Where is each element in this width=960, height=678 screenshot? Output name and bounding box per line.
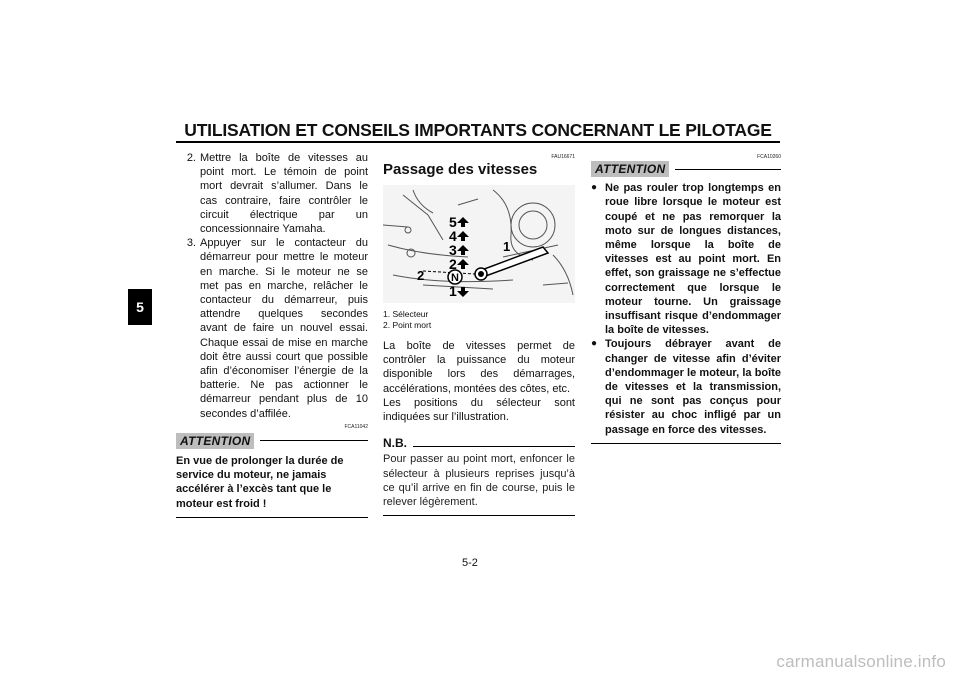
- attention-rule: [260, 440, 368, 441]
- bullet-text: Toujours débrayer avant de changer de vitesse afin d’éviter d’endommager le moteur, la boîte de vitesses et la transmission, qui ne sont pas conçus pour résister au choc infligé par un passage en force des vitesses.: [605, 338, 781, 436]
- attention-end-rule: [176, 517, 368, 518]
- header-rule: [176, 141, 780, 143]
- bullet-text: Ne pas rouler trop longtemps en roue libre lorsque le moteur est coupé et ne pas remorquer la moto sur de longues distances, même lorsque la boîte de vitesses est au point mort. En effet, son graissage ne s’effectue correctement que lorsque le moteur tourne. Un graissage insuffisant risque d’endommager la boîte de vitesses.: [605, 182, 781, 337]
- bullet-icon: ●: [591, 338, 598, 350]
- page-number: 5-2: [462, 557, 478, 569]
- nb-end-rule: [383, 515, 575, 516]
- chapter-tab: 5: [128, 289, 152, 325]
- gear-shift-illustration: [383, 185, 575, 303]
- step-item: [176, 236, 368, 421]
- gear-label-neutral: N: [451, 272, 459, 284]
- attention-heading: [176, 433, 368, 449]
- step-text: Appuyer sur le contacteur du démarreur pour mettre le moteur en marche. Si le moteur ne se met pas en marche, relâcher le contacteur du démarreur, puis attendre quelques secondes avant de faire un nouvel essai. Chaque essai de mise en marche doit être aussi court que possible afin d’économiser l’énergie de la batterie. Ne pas actionner le démarreur pendant plus de 10 secondes d’affilée.: [200, 237, 368, 420]
- section-title: Passage des vitesses: [383, 161, 538, 178]
- gear-label-5: 5: [449, 214, 457, 230]
- step-number: 3.: [186, 237, 196, 250]
- figure-captions: [383, 309, 575, 331]
- step-number: 2.: [186, 152, 196, 164]
- attention-label: ATTENTION: [176, 433, 254, 449]
- body-paragraph-text: La boîte de vitesses permet de contrôler la puissance du moteur disponible lors des démarrages, accélérations, montées des côtes, etc.: [383, 340, 575, 395]
- caption-item: 1. Sélecteur: [383, 309, 429, 319]
- shift-pedal-drawing: [383, 185, 575, 303]
- watermark: carmanualsonline.info: [776, 652, 946, 671]
- nb-label: N.B.: [383, 436, 407, 451]
- gear-label-2: 2: [449, 256, 457, 272]
- step-text: Mettre la boîte de vitesses au point mort. Le témoin de point mort devrait s’allumer. Dans le cas contraire, faire contrôler le circuit électrique par un concessionnaire Yamaha.: [200, 152, 368, 236]
- column-2: [383, 151, 575, 516]
- callout-1: 1: [503, 239, 511, 254]
- gear-label-3: 3: [449, 242, 457, 258]
- section-code: FAU16671: [551, 154, 575, 160]
- attention-end-rule-2: [591, 443, 781, 444]
- nb-text: Pour passer au point mort, enfoncer le sélecteur à plusieurs reprises jusqu’à ce qu’il arrive en fin de course, puis le relever légèrement.: [383, 453, 575, 509]
- attention-heading-2: [591, 161, 781, 177]
- nb-rule: [413, 446, 575, 447]
- attention-rule-2: [675, 169, 781, 170]
- attention-bullets: [591, 181, 781, 437]
- steps-list: [176, 151, 368, 421]
- caption-item: 2. Point mort: [383, 320, 432, 330]
- step-item: [176, 151, 368, 236]
- bullet-icon: ●: [591, 182, 598, 194]
- callout-2: 2: [417, 268, 425, 283]
- body-paragraph: [383, 339, 575, 424]
- bullet-item: [591, 181, 781, 337]
- column-1: [176, 151, 368, 518]
- page-header-title: UTILISATION ET CONSEILS IMPORTANTS CONCERNANT LE PILOTAGE: [184, 120, 772, 140]
- bullet-item: [591, 337, 781, 436]
- gear-label-1: 1: [449, 283, 457, 299]
- column-3: [591, 151, 781, 444]
- gear-label-4: 4: [449, 228, 457, 244]
- attention-code: FCA11042: [344, 423, 368, 430]
- attention-code-2: FCA10260: [757, 154, 781, 160]
- attention-text: En vue de prolonger la durée de service du moteur, ne jamais accélérer à l’excès tant que le moteur est froid !: [176, 455, 344, 510]
- attention-label-2: ATTENTION: [591, 161, 669, 177]
- nb-heading: [383, 436, 575, 450]
- body-paragraph-text-2: Les positions du sélecteur sont indiquées sur l’illustration.: [383, 396, 575, 424]
